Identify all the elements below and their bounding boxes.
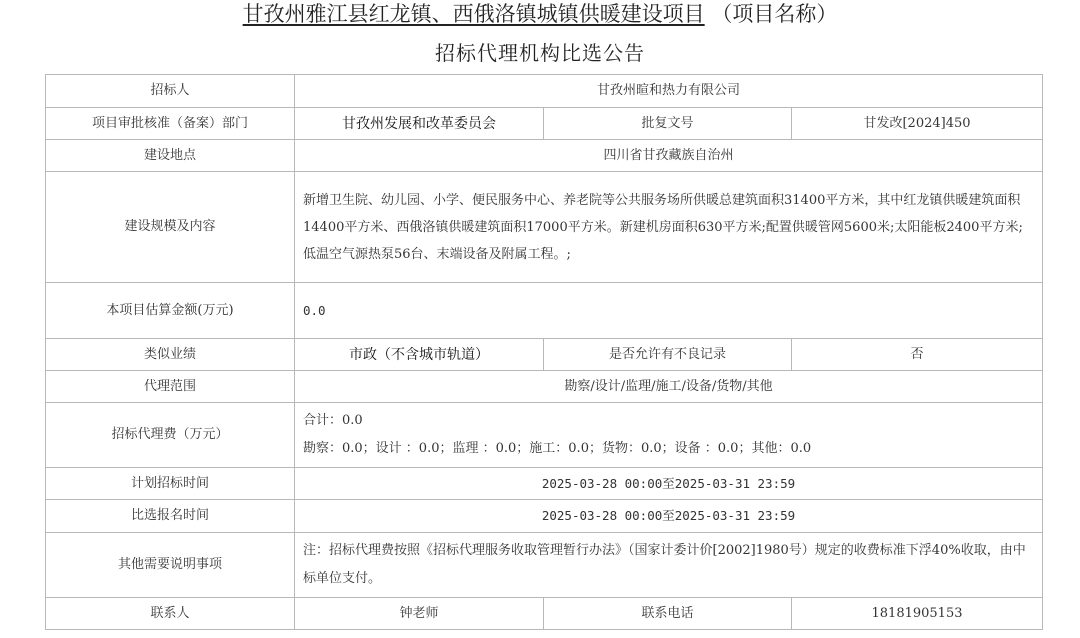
table-row: [46, 283, 1043, 339]
fee-label: 招标代理费（万元）: [46, 403, 295, 468]
estimate-value: 0.0: [295, 283, 1043, 339]
agency-scope-label: 代理范围: [46, 371, 295, 403]
tenderer-value: 甘孜州暄和热力有限公司: [295, 75, 1043, 108]
table-row: [46, 339, 1043, 371]
estimate-label: 本项目估算金额(万元): [46, 283, 295, 339]
project-name-suffix: （项目名称）: [711, 2, 838, 26]
agency-scope-value: 勘察/设计/监理/施工/设备/货物/其他: [295, 371, 1043, 403]
table-row: [46, 108, 1043, 140]
table-row: [46, 172, 1043, 283]
project-name: 甘孜州雅江县红龙镇、西俄洛镇城镇供暖建设项目: [242, 2, 705, 26]
notes-label: 其他需要说明事项: [46, 533, 295, 598]
approval-dept-label: 项目审批核准（备案）部门: [46, 108, 295, 140]
phone-label: 联系电话: [544, 598, 792, 630]
fee-value: [295, 403, 1043, 468]
table-row: [46, 403, 1043, 468]
announcement-table: [45, 74, 1043, 630]
contact-label: 联系人: [46, 598, 295, 630]
plan-time-label: 计划招标时间: [46, 468, 295, 500]
table-row: [46, 598, 1043, 630]
approval-no-label: 批复文号: [544, 108, 792, 140]
approval-dept-value: 甘孜州发展和改革委员会: [295, 108, 544, 140]
table-row: [46, 75, 1043, 108]
signup-time-value: 2025-03-28 00:00至2025-03-31 23:59: [295, 500, 1043, 533]
fee-breakdown: 勘察：0.0；设计 ：0.0；监理 ：0.0；施工：0.0；货物：0.0；设备 ：0.0；其他：0.0: [303, 441, 812, 456]
table-row: [46, 140, 1043, 172]
table-row: [46, 533, 1043, 598]
tenderer-label: 招标人: [46, 75, 295, 108]
table-row: [46, 468, 1043, 500]
bad-record-value: 否: [792, 339, 1043, 371]
signup-time-label: 比选报名时间: [46, 500, 295, 533]
phone-value: 18181905153: [792, 598, 1043, 630]
approval-no-value: 甘发改[2024]450: [792, 108, 1043, 140]
table-row: [46, 371, 1043, 403]
contact-value: 钟老师: [295, 598, 544, 630]
table-row: [46, 500, 1043, 533]
location-value: 四川省甘孜藏族自治州: [295, 140, 1043, 172]
location-label: 建设地点: [46, 140, 295, 172]
plan-time-value: 2025-03-28 00:00至2025-03-31 23:59: [295, 468, 1043, 500]
scale-value: 新增卫生院、幼儿园、小学、便民服务中心、养老院等公共服务场所供暖总建筑面积31400平方米，其中红龙镇供暖建筑面积14400平方米、西俄洛镇供暖建筑面积17000平方米。新建机房面积630平方米;配置供暖管网5600米;太阳能板2400平方米;低温空气源热泵56台、末端设备及附属工程。;: [295, 172, 1043, 283]
category-label: 类似业绩: [46, 339, 295, 371]
bad-record-label: 是否允许有不良记录: [544, 339, 792, 371]
scale-label: 建设规模及内容: [46, 172, 295, 283]
page-subtitle: 招标代理机构比选公告: [435, 41, 645, 65]
page-title: [0, 0, 1080, 30]
notes-value: 注：招标代理费按照《招标代理服务收取管理暂行办法》（国家计委计价[2002]1980号）规定的收费标准下浮40%收取，由中标单位支付。: [295, 533, 1043, 598]
category-value: 市政（不含城市轨道）: [295, 339, 544, 371]
fee-total: 合计：0.0: [303, 413, 363, 428]
